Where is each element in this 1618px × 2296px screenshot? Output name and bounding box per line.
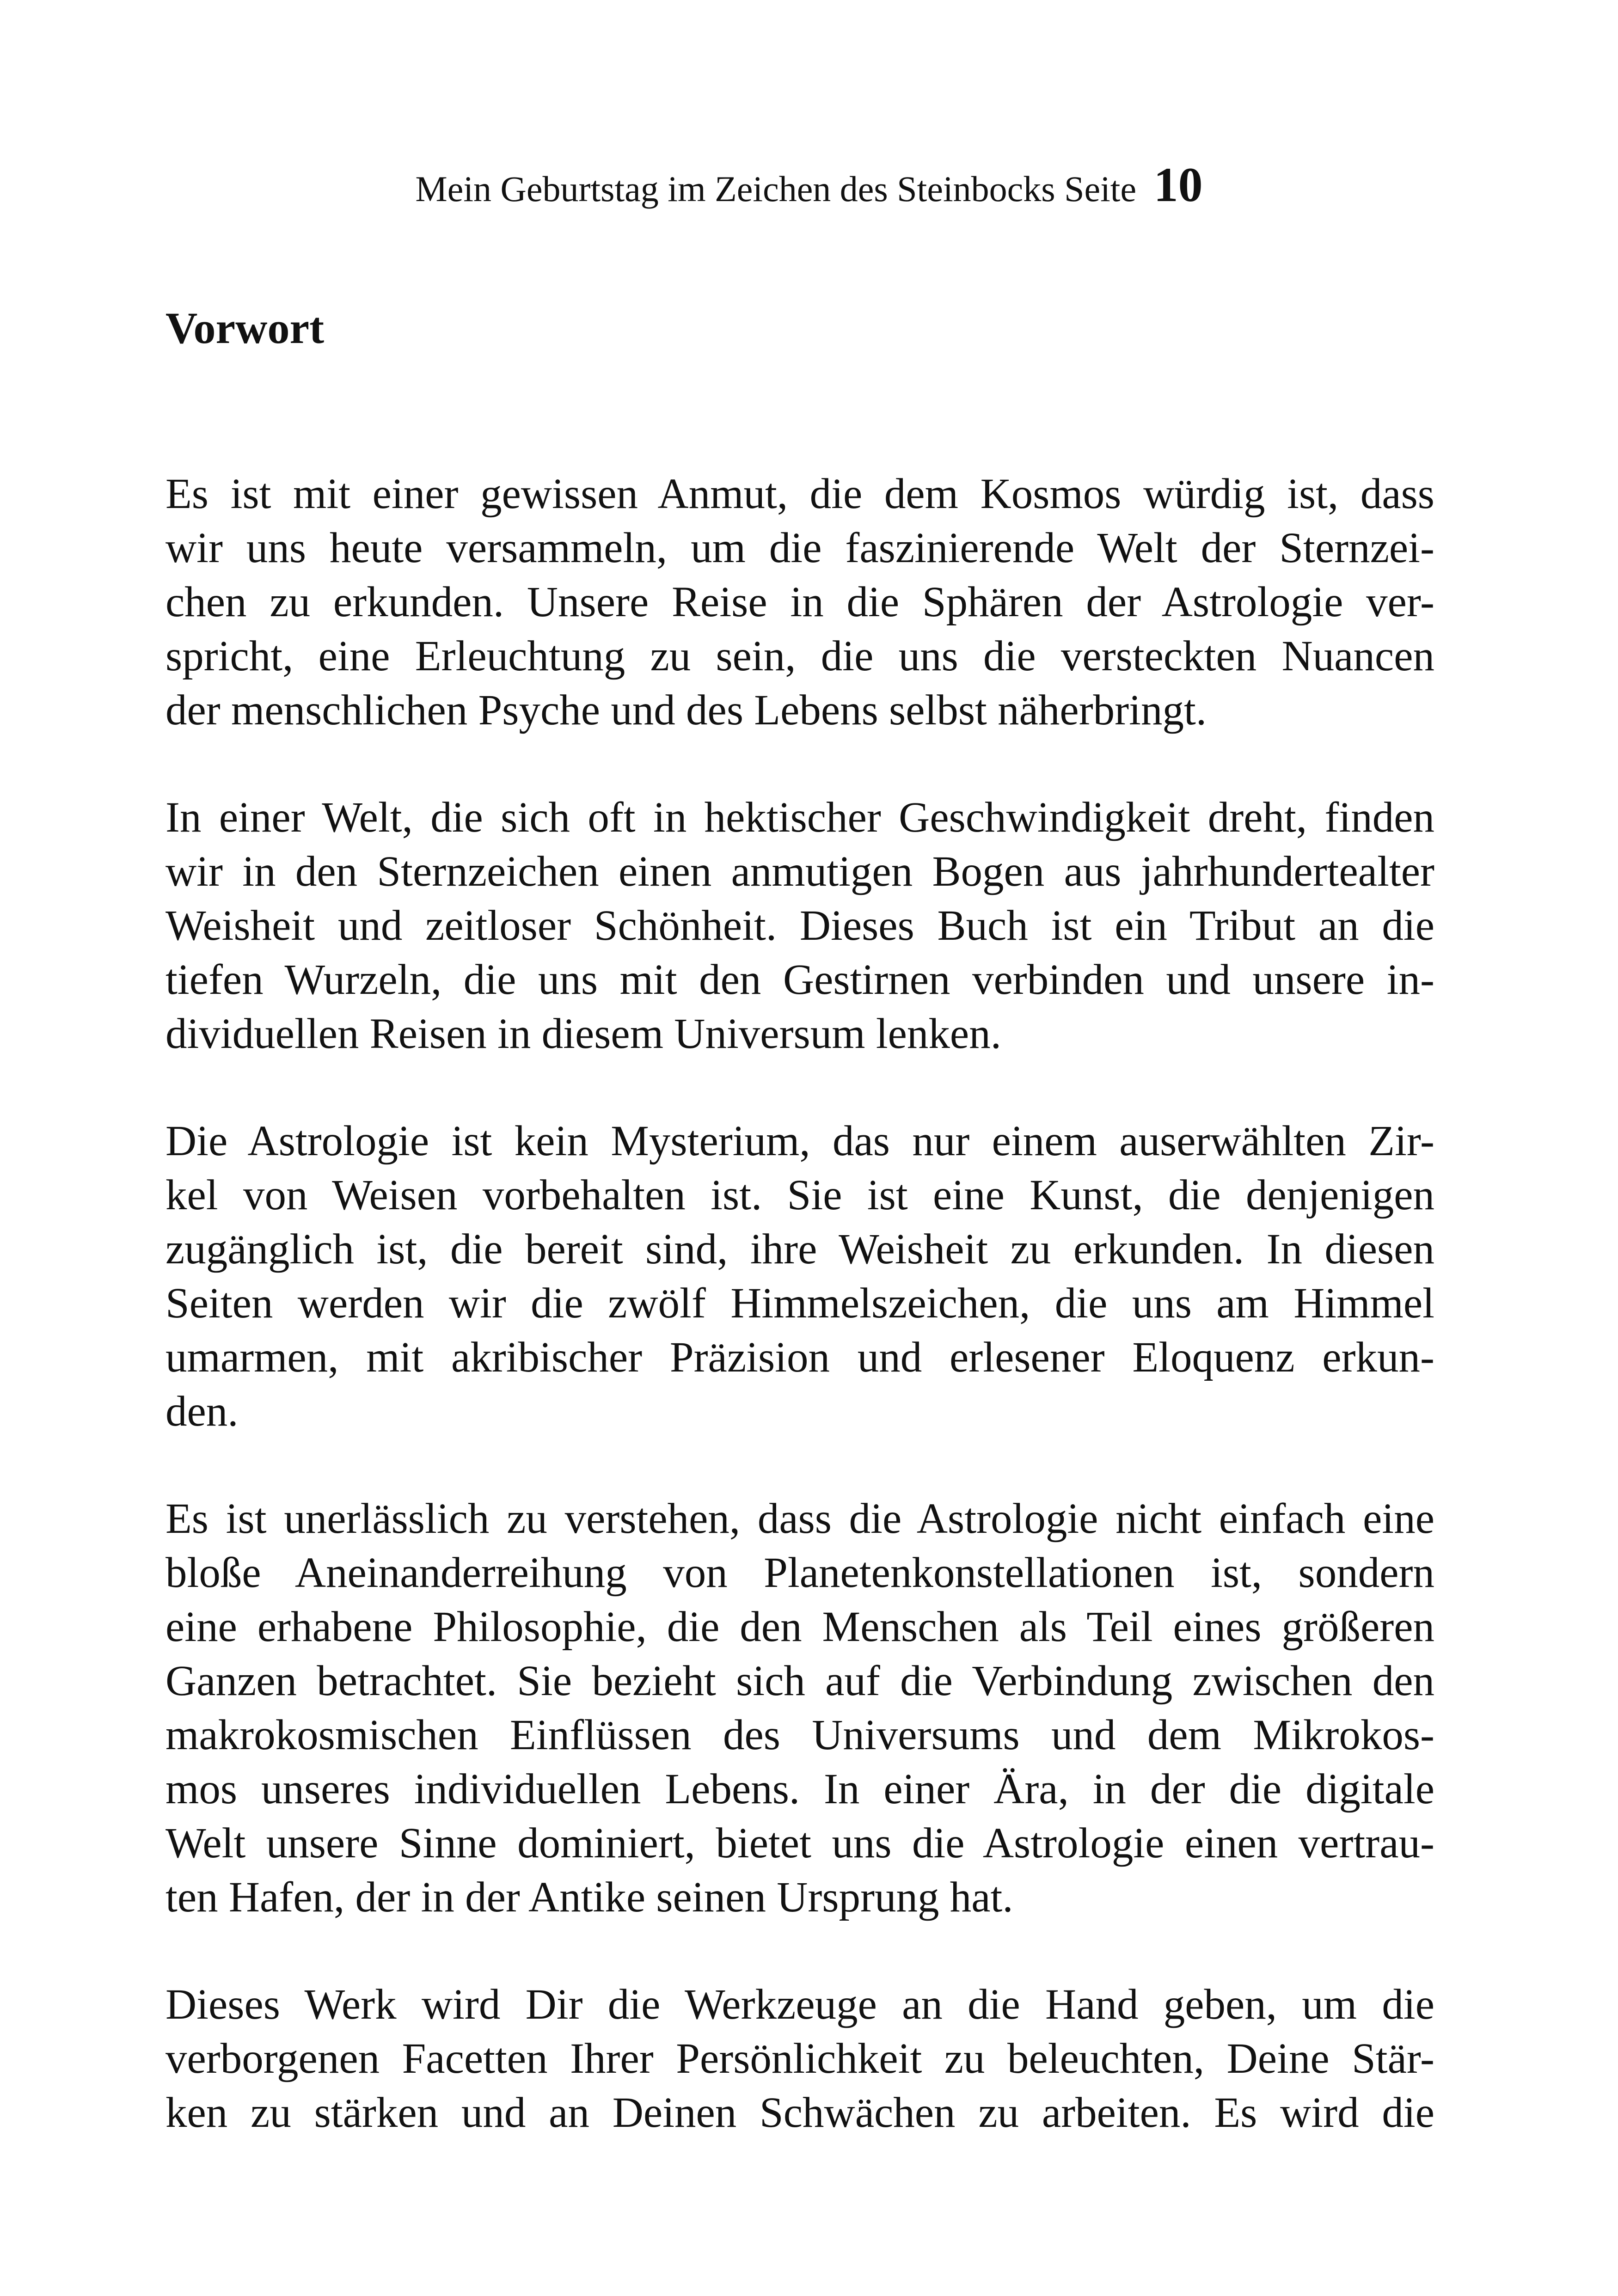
text-line: tiefen Wurzeln, die uns mit den Gestirnen verbinden und unsere in- [165, 956, 1434, 1004]
chapter-title: Vorwort [165, 303, 325, 353]
text-line: eine erhabene Philosophie, die den Menschen als Teil eines größeren [165, 1603, 1434, 1651]
text-line: mos unseres individuellen Lebens. In einer Ära, in der die digitale [165, 1765, 1434, 1813]
paragraph [165, 1114, 1434, 1439]
text-line: den. [165, 1388, 239, 1435]
text-line: wir in den Sternzeichen einen anmutigen Bogen aus jahrhundertealter [165, 848, 1434, 895]
text-line: Seiten werden wir die zwölf Himmelszeichen, die uns am Himmel [165, 1280, 1434, 1327]
text-line: chen zu erkunden. Unsere Reise in die Sphären der Astrologie ver- [165, 578, 1434, 626]
page-number: 10 [1153, 158, 1203, 212]
text-line: ken zu stärken und an Deinen Schwächen zu arbeiten. Es wird die [165, 2089, 1434, 2137]
text-line: umarmen, mit akribischer Präzision und erlesener Eloquenz erkun- [165, 1334, 1434, 1381]
paragraph [165, 790, 1434, 1061]
paragraph [165, 1492, 1434, 1924]
paragraph [165, 467, 1434, 737]
main-content [165, 296, 1434, 2193]
text-line: zugänglich ist, die bereit sind, ihre Weisheit zu erkunden. In diesen [165, 1225, 1434, 1273]
text-line: dividuellen Reisen in diesem Universum lenken. [165, 1010, 1001, 1058]
text-line: ten Hafen, der in der Antike seinen Ursprung hat. [165, 1874, 1013, 1921]
text-line: bloße Aneinanderreihung von Planetenkonstellationen ist, sondern [165, 1549, 1434, 1597]
text-line: kel von Weisen vorbehalten ist. Sie ist eine Kunst, die denjenigen [165, 1171, 1434, 1219]
text-line: Die Astrologie ist kein Mysterium, das nur einem auserwählten Zir- [165, 1117, 1434, 1165]
text-line: Ganzen betrachtet. Sie bezieht sich auf die Verbindung zwischen den [165, 1657, 1434, 1705]
text-line: Es ist unerlässlich zu verstehen, dass die Astrologie nicht einfach eine [165, 1495, 1434, 1543]
text-line: verborgenen Facetten Ihrer Persönlichkeit zu beleuchten, Deine Stär- [165, 2035, 1434, 2082]
body-text [165, 467, 1434, 2140]
paragraph [165, 1978, 1434, 2140]
text-line: In einer Welt, die sich oft in hektischer Geschwindigkeit dreht, finden [165, 794, 1434, 841]
text-line: spricht, eine Erleuchtung zu sein, die uns die versteckten Nuancen [165, 632, 1434, 680]
running-title: Mein Geburtstag im Zeichen des Steinbocks [415, 169, 1055, 209]
text-line: Weisheit und zeitloser Schönheit. Dieses Buch ist ein Tribut an die [165, 902, 1434, 949]
text-line: Dieses Werk wird Dir die Werkzeuge an die Hand geben, um die [165, 1981, 1434, 2028]
text-line: wir uns heute versammeln, um die faszinierende Welt der Sternzei- [165, 524, 1434, 572]
text-line: Welt unsere Sinne dominiert, bietet uns die Astrologie einen vertrau- [165, 1819, 1434, 1867]
text-line: makrokosmischen Einflüssen des Universums und dem Mikrokos- [165, 1711, 1434, 1759]
page-label: Seite [1064, 169, 1137, 209]
text-line: der menschlichen Psyche und des Lebens selbst näherbringt. [165, 686, 1207, 734]
text-line: Es ist mit einer gewissen Anmut, die dem Kosmos würdig ist, dass [165, 470, 1434, 518]
running-header [0, 159, 1618, 214]
